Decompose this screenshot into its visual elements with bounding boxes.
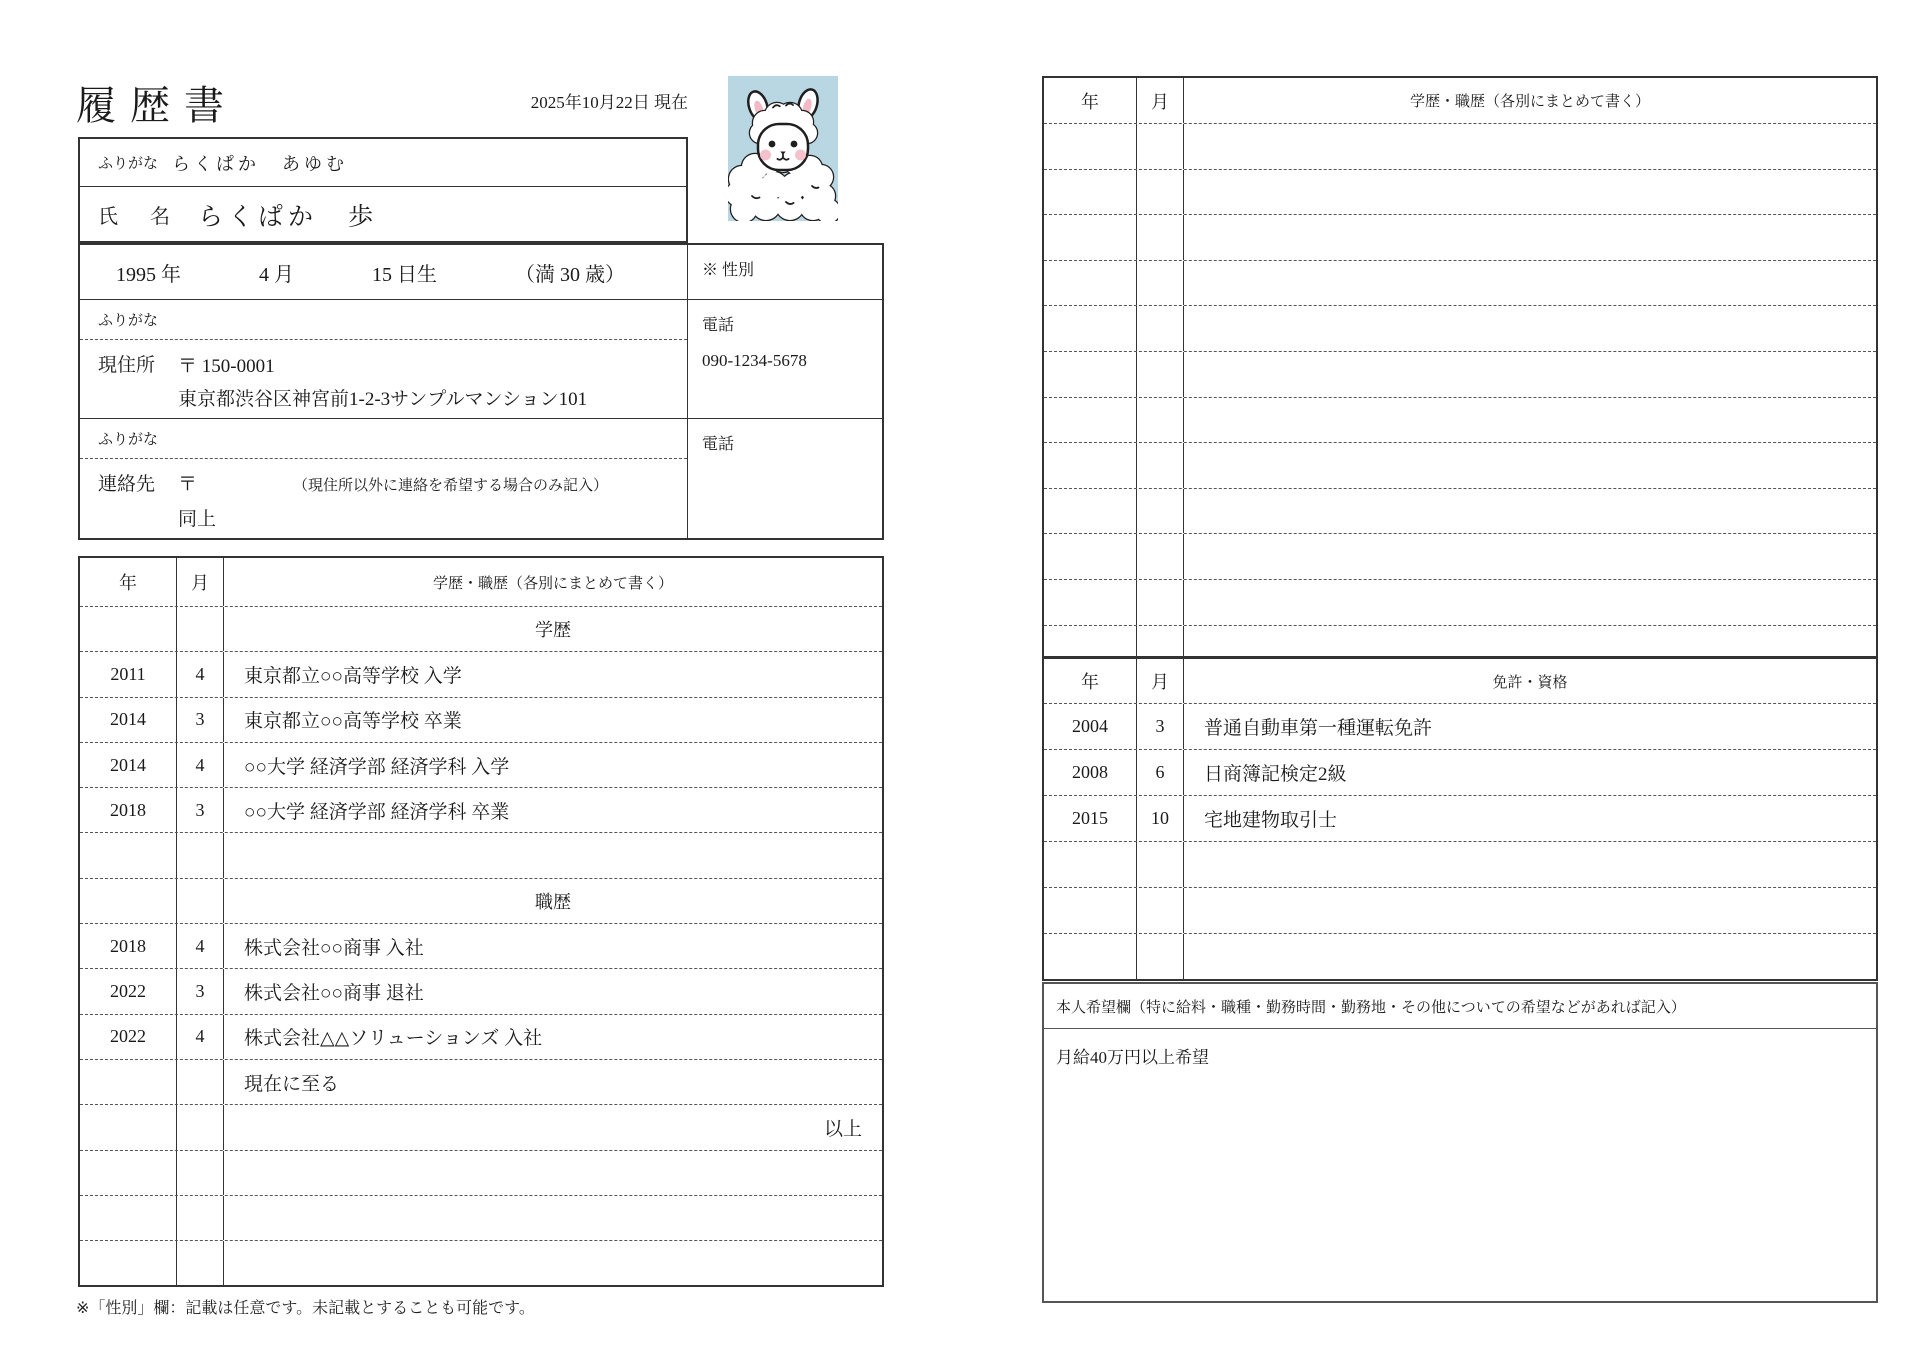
row-year xyxy=(80,1241,177,1285)
row-year xyxy=(1044,124,1137,169)
row-year xyxy=(1044,934,1137,979)
name-row xyxy=(80,187,686,242)
row-year: 2018 xyxy=(80,924,177,968)
row-year: 2011 xyxy=(80,652,177,696)
furigana-label: ふりがな xyxy=(98,156,159,172)
row-desc xyxy=(1184,443,1876,488)
row-desc xyxy=(1184,352,1876,397)
header-year: 年 xyxy=(1044,659,1137,703)
row-desc xyxy=(1184,261,1876,306)
row-month xyxy=(177,1241,224,1285)
row-year xyxy=(1044,306,1137,351)
row-year xyxy=(80,607,177,651)
address-postal: 〒 150-0001 xyxy=(178,356,275,377)
current-date: 2025年10月22日 現在 xyxy=(530,93,688,112)
row-desc: ○○大学 経済学部 経済学科 卒業 xyxy=(244,801,510,823)
license-table xyxy=(1042,656,1878,981)
table-row xyxy=(80,1104,882,1149)
table-row xyxy=(80,651,882,696)
table-row xyxy=(80,606,882,651)
row-desc xyxy=(1184,215,1876,260)
row-desc: 株式会社○○商事 入社 xyxy=(244,937,424,959)
row-desc: 普通自動車第一種運転免許 xyxy=(1204,718,1433,739)
row-year xyxy=(1044,842,1137,887)
row-year: 2008 xyxy=(1044,750,1137,795)
table-row xyxy=(80,968,882,1013)
row-month: 3 xyxy=(177,698,224,742)
table-row xyxy=(80,832,882,877)
row-month: 4 xyxy=(177,1015,224,1059)
row-year xyxy=(1044,580,1137,625)
wishes-box xyxy=(1042,982,1878,1303)
row-desc: 日商簿記検定2級 xyxy=(1204,764,1347,785)
table-row xyxy=(1044,305,1876,351)
table-row xyxy=(1044,214,1876,260)
table-row xyxy=(1044,260,1876,306)
table-row xyxy=(1044,887,1876,933)
row-desc xyxy=(1184,170,1876,215)
birth-year: 1995 年 xyxy=(116,263,181,286)
education-table-header xyxy=(80,558,882,606)
table-row xyxy=(80,878,882,923)
row-desc xyxy=(1184,842,1876,887)
row-year: 2004 xyxy=(1044,704,1137,749)
photo-alpaca xyxy=(728,76,838,221)
row-month xyxy=(177,879,224,923)
row-year xyxy=(80,1060,177,1104)
license-table-header xyxy=(1044,659,1876,703)
table-row xyxy=(1044,397,1876,443)
row-year xyxy=(1044,215,1137,260)
right-history-body xyxy=(1044,123,1876,670)
header-desc: 学歴・職歴（各別にまとめて書く） xyxy=(1409,94,1650,110)
row-month xyxy=(1137,580,1184,625)
license-table-body xyxy=(1044,703,1876,979)
address-furigana-label: ふりがな xyxy=(98,313,159,329)
row-desc xyxy=(224,833,882,877)
page-title: 履歴書 xyxy=(76,83,238,128)
table-row xyxy=(80,1014,882,1059)
row-month xyxy=(1137,124,1184,169)
table-row xyxy=(80,787,882,832)
address-cell xyxy=(80,300,688,419)
row-month xyxy=(1137,842,1184,887)
row-month: 3 xyxy=(177,788,224,832)
gender-cell: ※ 性別 xyxy=(688,245,882,300)
row-year: 2014 xyxy=(80,698,177,742)
row-year xyxy=(80,833,177,877)
row-month xyxy=(1137,443,1184,488)
table-row xyxy=(1044,703,1876,749)
row-month xyxy=(177,1151,224,1195)
name-label: 氏 名 xyxy=(98,206,176,228)
birth-day: 15 日生 xyxy=(372,263,437,286)
row-month: 3 xyxy=(177,969,224,1013)
row-month: 6 xyxy=(1137,750,1184,795)
wishes-header: 本人希望欄（特に給料・職種・勤務時間・勤務地・その他についての希望などがあれば記入） xyxy=(1044,984,1876,1029)
education-table-body xyxy=(80,606,882,1285)
right-history-header xyxy=(1044,78,1876,123)
row-desc xyxy=(1184,934,1876,979)
row-month xyxy=(1137,888,1184,933)
row-desc xyxy=(1184,489,1876,534)
row-year: 2014 xyxy=(80,743,177,787)
row-month xyxy=(1137,215,1184,260)
row-year xyxy=(1044,888,1137,933)
row-year xyxy=(80,1196,177,1240)
furigana-row xyxy=(80,139,686,187)
row-desc xyxy=(1184,124,1876,169)
row-month: 4 xyxy=(177,924,224,968)
row-year xyxy=(80,1105,177,1149)
row-desc xyxy=(1184,306,1876,351)
phone-label: 電話 xyxy=(702,317,735,334)
header-desc: 学歴・職歴（各別にまとめて書く） xyxy=(432,575,673,592)
header-year: 年 xyxy=(80,558,177,606)
gender-footnote: ※「性別」欄：記載は任意です。未記載とすることも可能です。 xyxy=(76,1300,535,1317)
row-desc xyxy=(1184,398,1876,443)
birth-month: 4 月 xyxy=(259,263,294,286)
row-desc xyxy=(1184,888,1876,933)
header-year: 年 xyxy=(1044,78,1137,123)
name-value: らくぱか 歩 xyxy=(198,203,379,231)
contact-postal-mark: 〒 xyxy=(178,474,198,495)
row-desc xyxy=(224,1241,882,1285)
personal-info-grid xyxy=(78,243,884,540)
phone-value: 090-1234-5678 xyxy=(702,351,807,370)
row-month xyxy=(177,1060,224,1104)
table-row xyxy=(1044,933,1876,979)
row-desc xyxy=(1184,580,1876,625)
table-row xyxy=(1044,488,1876,534)
contact-cell xyxy=(80,419,688,538)
table-row xyxy=(1044,123,1876,169)
row-month xyxy=(177,833,224,877)
row-year xyxy=(1044,489,1137,534)
table-row xyxy=(1044,442,1876,488)
table-row xyxy=(80,1059,882,1104)
row-year xyxy=(80,879,177,923)
header-desc: 免許・資格 xyxy=(1492,674,1568,691)
contact-phone-label: 電話 xyxy=(702,436,735,453)
alpaca-illustration-icon xyxy=(728,76,838,221)
address-label: 現住所 xyxy=(98,355,156,376)
row-year xyxy=(1044,443,1137,488)
row-desc: 東京都立○○高等学校 入学 xyxy=(244,665,462,687)
row-desc xyxy=(224,1196,882,1240)
row-year: 2022 xyxy=(80,1015,177,1059)
table-row xyxy=(80,742,882,787)
row-desc: 学歴 xyxy=(535,620,571,641)
row-desc: 宅地建物取引士 xyxy=(1204,810,1338,831)
wishes-content: 月給40万円以上希望 xyxy=(1056,1048,1209,1067)
contact-label: 連絡先 xyxy=(98,474,156,495)
table-row xyxy=(1044,749,1876,795)
contact-furigana-label: ふりがな xyxy=(98,432,159,448)
row-year: 2022 xyxy=(80,969,177,1013)
row-desc: 株式会社△△ソリューションズ 入社 xyxy=(244,1028,543,1050)
table-row xyxy=(1044,795,1876,841)
education-history-table xyxy=(78,556,884,1287)
contact-phone-cell xyxy=(688,419,882,538)
birthdate-cell xyxy=(80,245,688,300)
right-history-table xyxy=(1042,76,1878,670)
birth-age: （満 30 歳） xyxy=(515,263,625,286)
row-month xyxy=(177,1196,224,1240)
row-desc xyxy=(224,1151,882,1195)
header-month: 月 xyxy=(177,558,224,606)
row-month xyxy=(1137,398,1184,443)
row-desc: 東京都立○○高等学校 卒業 xyxy=(244,711,462,733)
table-row xyxy=(1044,579,1876,625)
table-row xyxy=(1044,841,1876,887)
furigana-value: らくぱか あゆむ xyxy=(172,153,349,174)
row-desc: 以上 xyxy=(823,1118,862,1140)
row-year: 2018 xyxy=(80,788,177,832)
row-month xyxy=(177,1105,224,1149)
row-year xyxy=(1044,398,1137,443)
row-year: 2015 xyxy=(1044,796,1137,841)
phone-cell xyxy=(688,300,882,419)
row-month: 10 xyxy=(1137,796,1184,841)
address-line: 東京都渋谷区神宮前1-2-3サンプルマンション101 xyxy=(178,389,588,410)
row-year xyxy=(80,1151,177,1195)
row-year xyxy=(1044,261,1137,306)
contact-note: （現住所以外に連絡を希望する場合のみ記入） xyxy=(293,478,609,494)
header-month: 月 xyxy=(1137,78,1184,123)
row-year xyxy=(1044,352,1137,397)
row-desc xyxy=(1184,534,1876,579)
row-month: 4 xyxy=(177,743,224,787)
row-year xyxy=(1044,170,1137,215)
table-row xyxy=(80,923,882,968)
row-month xyxy=(1137,170,1184,215)
row-month xyxy=(1137,352,1184,397)
table-row xyxy=(80,697,882,742)
row-desc: 株式会社○○商事 退社 xyxy=(244,983,424,1005)
row-desc: ○○大学 経済学部 経済学科 入学 xyxy=(244,756,510,778)
table-row xyxy=(1044,533,1876,579)
row-month: 3 xyxy=(1137,704,1184,749)
row-month xyxy=(1137,306,1184,351)
table-row xyxy=(1044,169,1876,215)
row-month xyxy=(177,607,224,651)
row-month xyxy=(1137,534,1184,579)
row-month: 4 xyxy=(177,652,224,696)
table-row xyxy=(80,1195,882,1240)
table-row xyxy=(80,1240,882,1285)
row-month xyxy=(1137,934,1184,979)
row-desc: 職歴 xyxy=(535,891,571,912)
table-row xyxy=(1044,351,1876,397)
name-box xyxy=(78,137,688,243)
table-row xyxy=(80,1150,882,1195)
row-year xyxy=(1044,534,1137,579)
contact-value: 同上 xyxy=(178,509,217,530)
row-month xyxy=(1137,489,1184,534)
row-desc: 現在に至る xyxy=(244,1073,340,1095)
row-month xyxy=(1137,261,1184,306)
header-month: 月 xyxy=(1137,659,1184,703)
